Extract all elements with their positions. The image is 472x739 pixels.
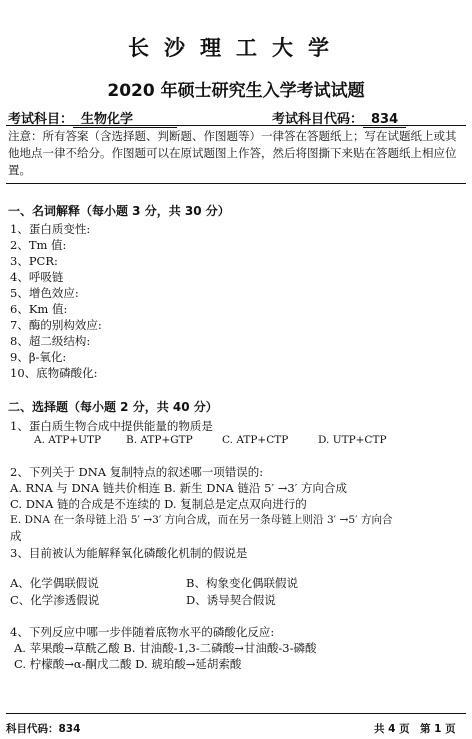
term-item: 2、Tm 值: — [10, 238, 67, 252]
term-item: 5、增色效应: — [10, 286, 79, 300]
term-item: 7、酶的别构效应: — [10, 318, 102, 332]
term-item: 3、PCR: — [10, 254, 58, 268]
subject-value: 生物化学 — [73, 108, 177, 128]
exam-title: 2020 年硕士研究生入学考试试题 — [107, 81, 365, 101]
note-divider — [6, 183, 466, 184]
q4-line: C. 柠檬酸→α-酮戊二酸 D. 琥珀酸→延胡索酸 — [14, 657, 242, 671]
question-2-stem: 2、下列关于 DNA 复制特点的叙述哪一项错误的: — [10, 465, 264, 479]
term-item: 4、呼吸链 — [10, 270, 64, 284]
university-name: 长沙理工大学 — [128, 35, 344, 60]
term-item: 6、Km 值: — [10, 302, 68, 316]
q3-option-c: C、化学渗透假说 — [10, 593, 100, 607]
exam-note: 注意：所有答案（含选择题、判断题、作图题等）一律答在答题纸上；写在试题纸上或其他地点一律不给分。作图题可以在原试题图上作答，然后将图撕下来贴在答题纸上相应位置。 — [8, 129, 457, 177]
section2-heading: 二、选择题（每小题 2 分，共 40 分） — [8, 400, 218, 414]
footer-divider — [6, 713, 466, 714]
footer-total-pages: 共 4 页 — [374, 723, 410, 735]
q1-option-c: C. ATP+CTP — [222, 434, 289, 446]
q2-line: 成 — [10, 529, 22, 543]
q1-option-d: D. UTP+CTP — [318, 434, 387, 446]
q2-line: A. RNA 与 DNA 链共价相连 B. 新生 DNA 链沿 5′ →3′ 方向合成 — [10, 481, 347, 495]
q3-option-b: B、构象变化偶联假说 — [186, 576, 298, 590]
code-value: 834 — [363, 112, 406, 128]
subject-label: 考试科目： — [8, 112, 74, 127]
term-item: 1、蛋白质变性: — [10, 222, 91, 236]
section1-heading: 一、名词解释（每小题 3 分，共 30 分） — [8, 204, 230, 218]
question-4-stem: 4、下列反应中哪一步伴随着底物水平的磷酸化反应: — [10, 625, 275, 639]
footer-code: 科目代码：834 — [6, 723, 81, 735]
code-label: 考试科目代码： — [272, 112, 364, 127]
term-item: 10、底物磷酸化: — [10, 366, 98, 380]
term-item: 8、超二级结构: — [10, 334, 91, 348]
q1-option-a: A. ATP+UTP — [34, 434, 102, 446]
question-1-stem: 1、蛋白质生物合成中提供能量的物质是 — [10, 419, 213, 433]
q2-line: C. DNA 链的合成是不连续的 D. 复制总是定点双向进行的 — [10, 497, 307, 511]
q1-option-b: B. ATP+GTP — [126, 434, 193, 446]
header-divider — [6, 125, 466, 126]
term-item: 9、β-氧化: — [10, 350, 67, 364]
q2-line: E. DNA 在一条母链上沿 5′ →3′ 方向合成，而在另一条母链上则沿 3′ →5′ 方向合 — [10, 514, 393, 526]
question-3-stem: 3、目前被认为能解释氧化磷酸化机制的假说是 — [10, 546, 248, 560]
q4-line: A. 苹果酸→草酰乙酸 B. 甘油酸-1,3-二磷酸→甘油酸-3-磷酸 — [14, 641, 317, 655]
q3-option-a: A、化学偶联假说 — [10, 576, 99, 590]
q3-option-d: D、诱导契合假说 — [186, 593, 276, 607]
footer-page-number: 第 1 页 — [420, 723, 456, 735]
